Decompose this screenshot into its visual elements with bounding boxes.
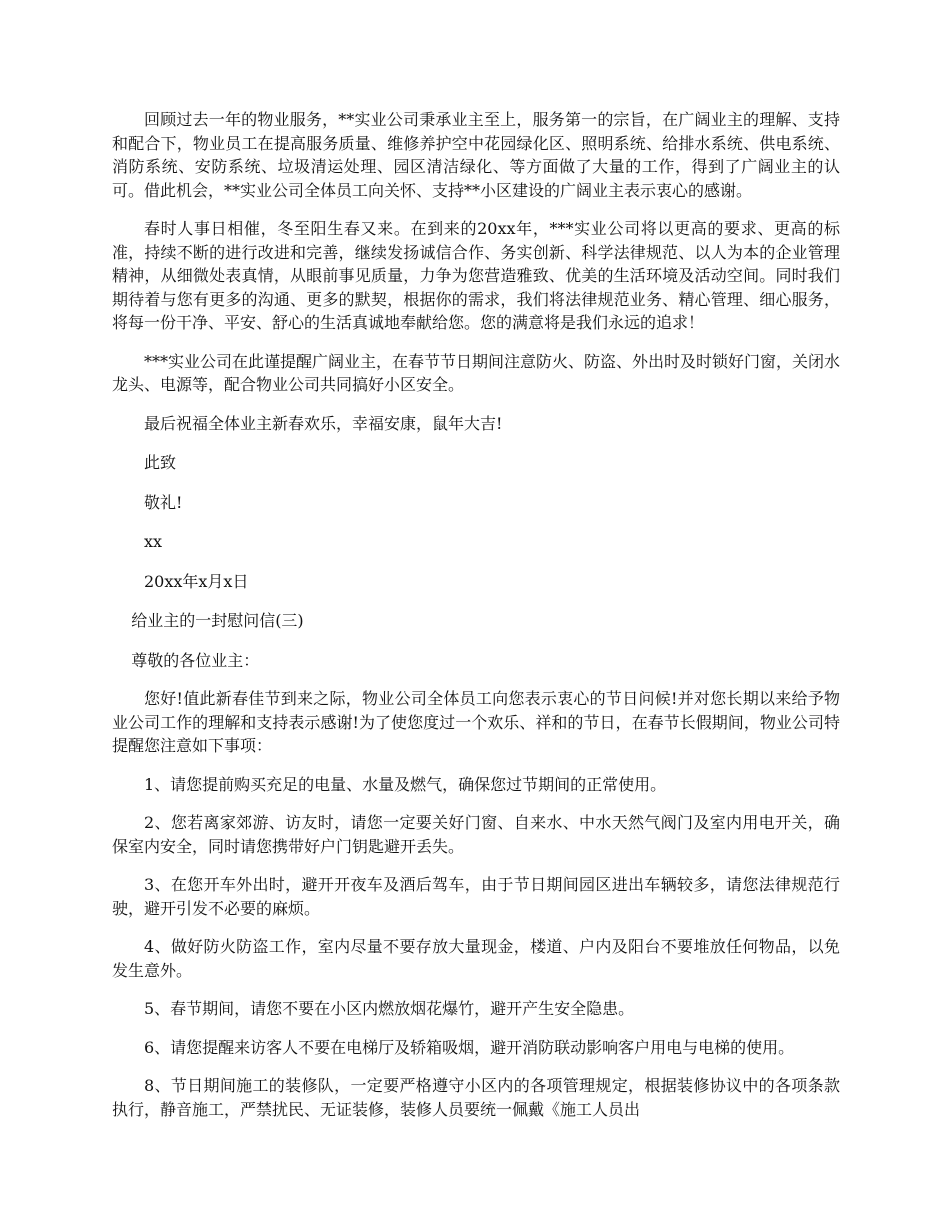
list-item: 5、春节期间，请您不要在小区内燃放烟花爆竹，避开产生安全隐患。 bbox=[144, 999, 635, 1018]
list-item: 1、请您提前购买充足的电量、水量及燃气，确保您过节期间的正常使用。 bbox=[144, 774, 667, 794]
closing-line: 此致 bbox=[144, 453, 177, 472]
letter-date: 20xx年x月x日 bbox=[144, 571, 249, 591]
body-paragraph: 回顾过去一年的物业服务，**实业公司秉承业主至上，服务第一的宗旨，在广阔业主的理解、支持和配合下，物业员工在提高服务质量、维修养护空中花园绿化区、照明系统、给排水系统、供电系统、消防系统、安防系统、垃圾清运处理、园区清洁绿化、等方面做了大量的工作，得到了广阔业主的认可。借此机会，**实业公司全体员工向关怀、支持**小区建设的广阔业主表示衷心的感谢。 bbox=[112, 110, 840, 200]
section-title: 给业主的一封慰问信(三) bbox=[131, 611, 304, 630]
body-paragraph: ***实业公司在此谨提醒广阔业主，在春节节日期间注意防火、防盗、外出时及时锁好门窗，关闭水龙头、电源等，配合物业公司共同搞好小区安全。 bbox=[112, 351, 841, 394]
body-paragraph: 春时人事日相催，冬至阳生春又来。在到来的20xx年，***实业公司将以更高的要求、更高的标准，持续不断的进行改进和完善，继续发扬诚信合作、务实创新、科学法律规范、以人为本的企业管理精神，从细微处表真情，从眼前事见质量，力争为您营造雅致、优美的生活环境及活动空间。同时我们期待着与您有更多的沟通、更多的默契，根据你的需求，我们将法律规范业务、精心管理、细心服务，将每一份干净、平安、舒心的生活真诚地奉献给您。您的满意将是我们永远的追求！ bbox=[112, 219, 840, 332]
signer: xx bbox=[144, 532, 163, 551]
salutation: 尊敬的各位业主： bbox=[131, 650, 260, 670]
list-item: 3、在您开车外出时，避开开夜车及酒后驾车，由于节日期间园区进出车辆较多，请您法律规范行驶，避开引发不必要的麻烦。 bbox=[112, 875, 840, 918]
list-item: 6、请您提醒来访客人不要在电梯厅及轿箱吸烟，避开消防联动影响客户用电与电梯的使用。 bbox=[144, 1037, 795, 1057]
blessing-paragraph: 最后祝福全体业主新春欢乐，幸福安康，鼠年大吉! bbox=[144, 413, 503, 433]
list-item: 2、您若离家郊游、访友时，请您一定要关好门窗、自来水、中水天然气阀门及室内用电开关，确保室内安全，同时请您携带好户门钥匙避开丢失。 bbox=[112, 813, 840, 856]
list-item: 4、做好防火防盗工作，室内尽量不要存放大量现金，楼道、户内及阳台不要堆放任何物品，以免发生意外。 bbox=[112, 937, 840, 980]
closing-regards: 敬礼! bbox=[144, 492, 183, 512]
document-page bbox=[112, 108, 840, 1136]
list-item: 8、节日期间施工的装修队，一定要严格遵守小区内的各项管理规定，根据装修协议中的各项条款执行，静音施工，严禁扰民、无证装修，装修人员要统一佩戴《施工人员出 bbox=[112, 1076, 840, 1119]
body-paragraph: 您好!值此新春佳节到来之际，物业公司全体员工向您表示衷心的节日问候!并对您长期以来给予物业公司工作的理解和支持表示感谢!为了使您度过一个欢乐、祥和的节日，在春节长假期间，物业公司特提醒您注意如下事项： bbox=[112, 689, 840, 755]
